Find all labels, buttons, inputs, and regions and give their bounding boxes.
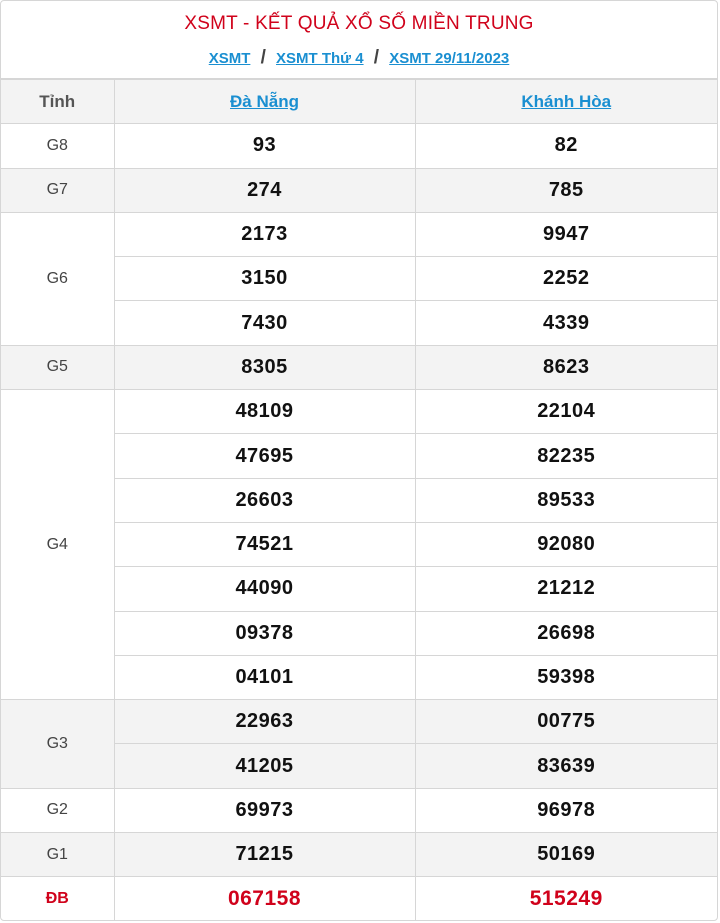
results-header bbox=[1, 1, 717, 79]
result-number: 71215 bbox=[114, 833, 415, 877]
result-number: 26698 bbox=[415, 611, 717, 655]
prize-label-g8: G8 bbox=[1, 124, 114, 168]
result-number: 59398 bbox=[415, 655, 717, 699]
table-row bbox=[1, 345, 717, 389]
result-number: 44090 bbox=[114, 567, 415, 611]
result-number: 83639 bbox=[415, 744, 717, 788]
result-number: 47695 bbox=[114, 434, 415, 478]
result-number: 2252 bbox=[415, 257, 717, 301]
result-number: 96978 bbox=[415, 788, 717, 832]
result-number: 2173 bbox=[114, 212, 415, 256]
result-number: 09378 bbox=[114, 611, 415, 655]
result-number: 93 bbox=[114, 124, 415, 168]
table-row bbox=[1, 212, 717, 256]
result-number: 69973 bbox=[114, 788, 415, 832]
result-number: 4339 bbox=[415, 301, 717, 345]
result-number: 9947 bbox=[415, 212, 717, 256]
result-number: 82235 bbox=[415, 434, 717, 478]
prize-label-g6: G6 bbox=[1, 212, 114, 345]
table-row bbox=[1, 390, 717, 434]
result-number: 785 bbox=[415, 168, 717, 212]
table-header-row bbox=[1, 80, 717, 124]
result-number: 48109 bbox=[114, 390, 415, 434]
prize-label-db: ĐB bbox=[1, 877, 114, 921]
prize-label-g4: G4 bbox=[1, 390, 114, 700]
result-number: 92080 bbox=[415, 522, 717, 566]
breadcrumb-separator: / bbox=[373, 47, 380, 68]
result-number: 22963 bbox=[114, 700, 415, 744]
column-header-province: Tỉnh bbox=[1, 80, 114, 124]
result-number: 41205 bbox=[114, 744, 415, 788]
result-number: 22104 bbox=[415, 390, 717, 434]
result-number: 8623 bbox=[415, 345, 717, 389]
table-row bbox=[1, 833, 717, 877]
result-number: 26603 bbox=[114, 478, 415, 522]
result-number: 89533 bbox=[415, 478, 717, 522]
result-number: 8305 bbox=[114, 345, 415, 389]
result-number: 21212 bbox=[415, 567, 717, 611]
breadcrumb bbox=[1, 39, 717, 69]
province-link-khanhhoa[interactable]: Khánh Hòa bbox=[521, 91, 612, 111]
breadcrumb-link-date[interactable]: XSMT 29/11/2023 bbox=[389, 50, 510, 67]
column-header-danang bbox=[114, 80, 415, 124]
table-row bbox=[1, 124, 717, 168]
result-number: 3150 bbox=[114, 257, 415, 301]
page-title: XSMT - KẾT QUẢ XỔ SỐ MIỀN TRUNG bbox=[184, 13, 534, 34]
breadcrumb-link-weekday[interactable]: XSMT Thứ 4 bbox=[276, 50, 364, 67]
special-prize-number: 067158 bbox=[114, 877, 415, 921]
table-row bbox=[1, 700, 717, 744]
prize-label-g3: G3 bbox=[1, 700, 114, 789]
prize-label-g5: G5 bbox=[1, 345, 114, 389]
result-number: 50169 bbox=[415, 833, 717, 877]
breadcrumb-separator: / bbox=[260, 47, 266, 68]
breadcrumb-link-xsmt[interactable]: XSMT bbox=[208, 50, 251, 67]
column-header-khanhhoa bbox=[415, 80, 717, 124]
result-number: 00775 bbox=[415, 700, 717, 744]
province-link-danang[interactable]: Đà Nẵng bbox=[230, 91, 299, 111]
table-row bbox=[1, 168, 717, 212]
table-row-special-prize bbox=[1, 877, 717, 921]
result-number: 04101 bbox=[114, 655, 415, 699]
prize-label-g7: G7 bbox=[1, 168, 114, 212]
result-number: 274 bbox=[114, 168, 415, 212]
prize-label-g1: G1 bbox=[1, 833, 114, 877]
special-prize-number: 515249 bbox=[415, 877, 717, 921]
results-table bbox=[1, 79, 717, 921]
result-number: 74521 bbox=[114, 522, 415, 566]
table-row bbox=[1, 788, 717, 832]
result-number: 82 bbox=[415, 124, 717, 168]
result-number: 7430 bbox=[114, 301, 415, 345]
prize-label-g2: G2 bbox=[1, 788, 114, 832]
